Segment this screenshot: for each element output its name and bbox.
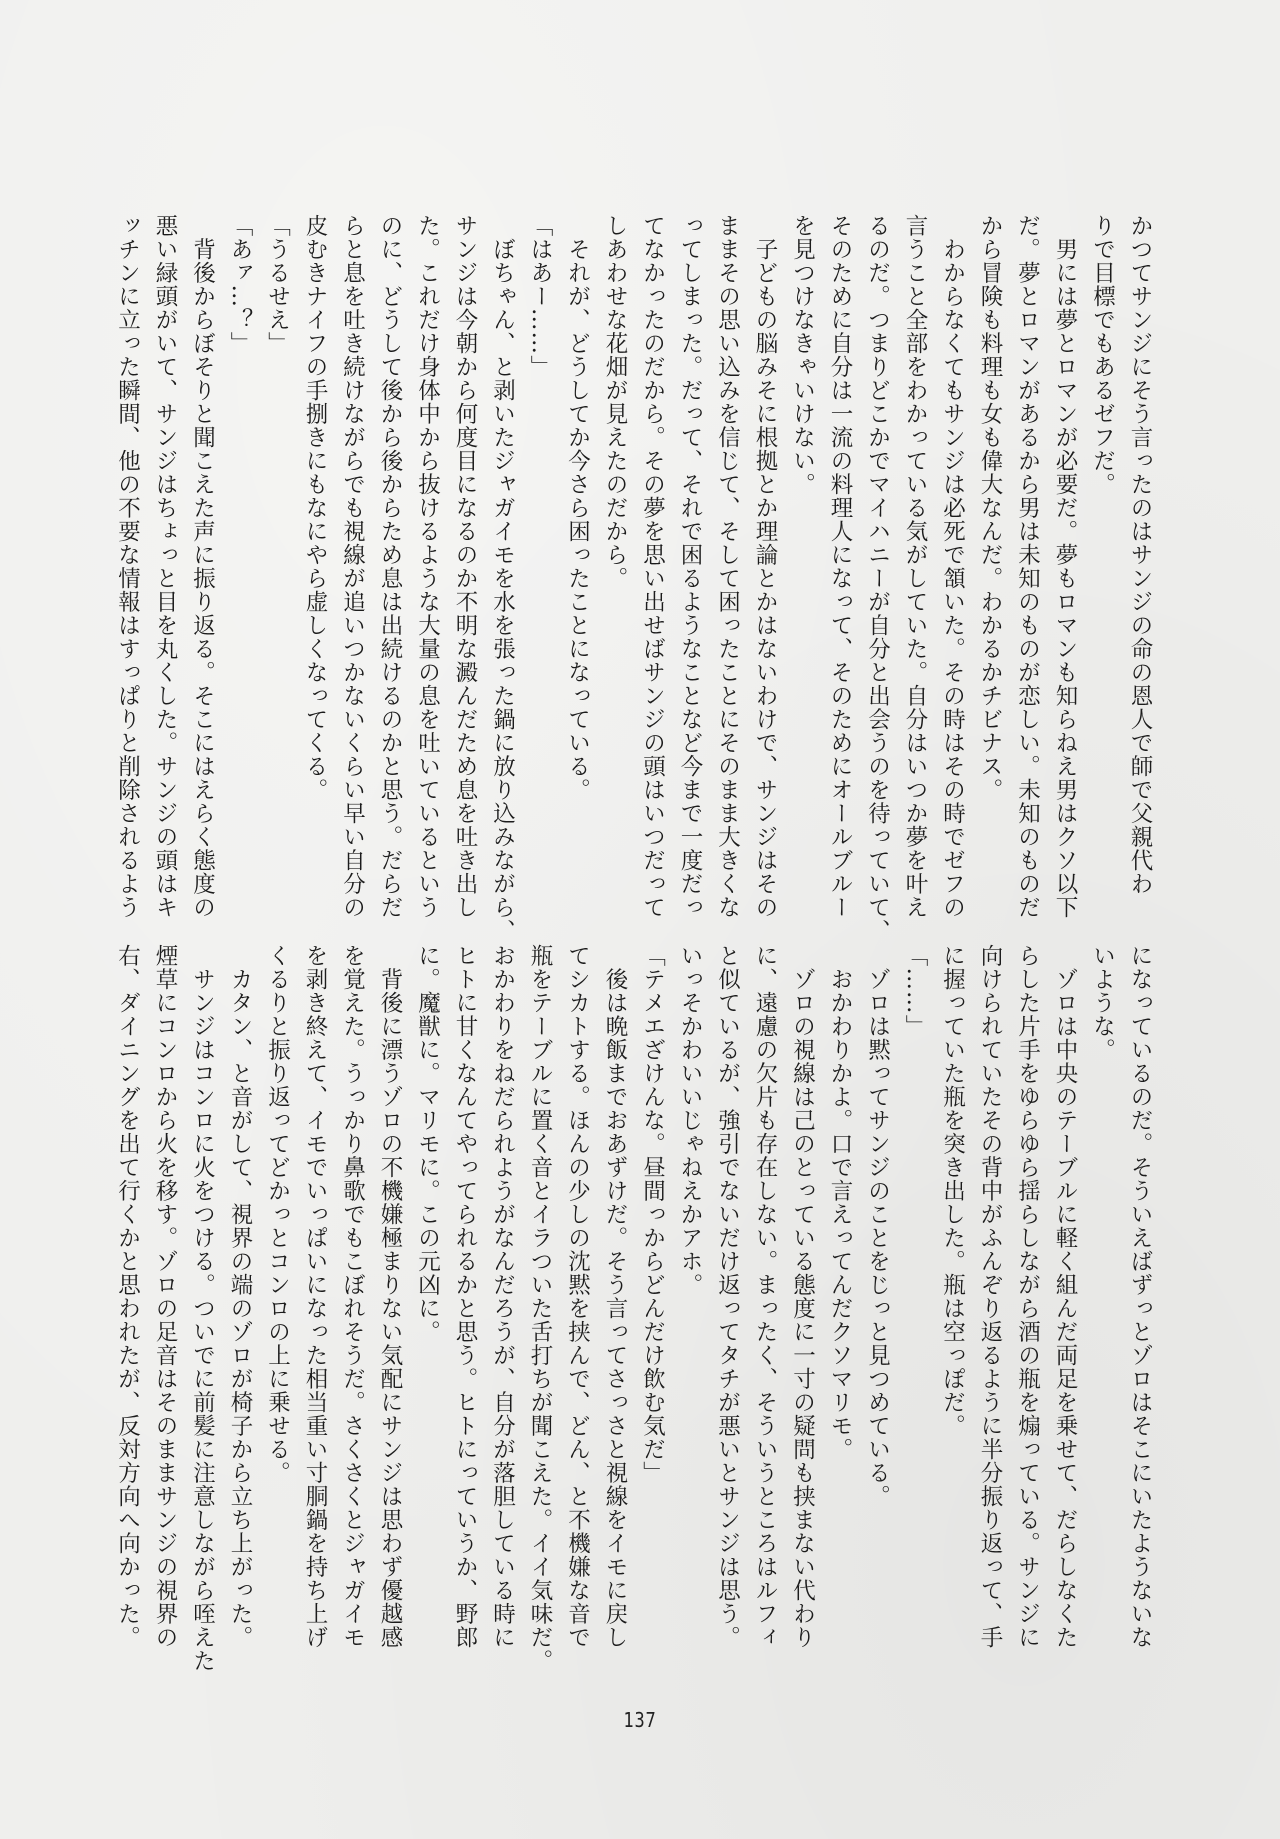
text-line: のに、どうして後から後からため息は出続けるのかと思う。だらだ <box>377 214 403 919</box>
page-number: 137 <box>623 1708 657 1732</box>
text-line: りで目標でもあるゼフだ。 <box>1089 214 1116 496</box>
text-line: 右、ダイニングを出て行くかと思われたが、反対方向へ向かった。 <box>114 944 141 1649</box>
text-line: だ。夢とロマンがあるから男は未知のものが恋しい。未知のものだ <box>1014 214 1041 919</box>
text-line: カタン、と音がして、視界の端のゾロが椅子から立ち上がった。 <box>227 944 253 1649</box>
text-line: 「はあー……」 <box>527 214 553 379</box>
text-line: らと息を吐き続けながらでも視線が追いつかないくらい早い自分の <box>339 214 366 919</box>
text-line: 「……」 <box>902 944 928 1038</box>
bottom-text-block <box>114 944 1158 1673</box>
text-line: になっているのだ。そういえばずっとゾロはそこにいたようないな <box>1127 944 1153 1649</box>
text-line: に。魔獣に。マリモに。この元凶に。 <box>414 944 441 1344</box>
text-line: 言うこと全部をわかっている気がしていた。自分はいつか夢を叶え <box>902 214 928 919</box>
top-text-block <box>114 214 1158 943</box>
text-line: 向けられていたその背中がふんぞり返るように半分振り返って、手 <box>977 944 1003 1649</box>
text-line: わからなくてもサンジは必死で頷いた。その時はその時でゼフの <box>939 214 966 919</box>
text-line: 「テメエざけんな。昼間っからどんだけ飲む気だ」 <box>639 944 666 1485</box>
text-line: 悪い緑頭がいて、サンジはちょっと目を丸くした。サンジの頭はキ <box>152 214 178 919</box>
text-line: サンジはコンロに火をつける。ついでに前髪に注意しながら咥えた <box>189 944 216 1673</box>
text-line: ぼちゃん、と剥いたジャガイモを水を張った鍋に放り込みながら、 <box>489 214 516 943</box>
text-line: 煙草にコンロから火を移す。ゾロの足音はそのままサンジの視界の <box>152 944 178 1649</box>
text-line: 瓶をテーブルに置く音とイラついた舌打ちが聞こえた。イイ気味だ。 <box>527 944 553 1673</box>
text-line: てなかったのだから。その夢を思い出せばサンジの頭はいつだって <box>639 214 666 919</box>
text-line: いっそかわいいじゃねえかアホ。 <box>677 944 703 1297</box>
text-line: 男には夢とロマンが必要だ。夢もロマンも知らねえ男はクソ以下 <box>1052 214 1078 919</box>
text-line: くるりと振り返ってどかっとコンロの上に乗せる。 <box>264 944 291 1485</box>
text-line: 背後に漂うゾロの不機嫌極まりない気配にサンジは思わず優越感 <box>377 944 403 1649</box>
text-line: おかわりかよ。口で言えってんだクソマリモ。 <box>827 944 853 1461</box>
text-line: かつてサンジにそう言ったのはサンジの命の恩人で師で父親代わ <box>1127 214 1153 896</box>
text-line: サンジは今朝から何度目になるのか不明な澱んだため息を吐き出し <box>452 214 478 919</box>
text-line: ヒトに甘くなんてやってられるかと思う。ヒトにっていうか、野郎 <box>452 944 478 1649</box>
text-line: 後は晩飯までおあずけだ。そう言ってさっさと視線をイモに戻し <box>602 944 628 1649</box>
text-line: ってしまった。だって、それで困るようなことなど今まで一度だっ <box>677 214 703 919</box>
text-line: いような。 <box>1089 944 1116 1062</box>
text-line: ゾロの視線は己のとっている態度に一寸の疑問も挟まない代わり <box>789 944 816 1649</box>
text-line: 「うるせえ」 <box>264 214 291 355</box>
text-line: そのために自分は一流の料理人になって、そのためにオールブルー <box>827 214 853 919</box>
text-line: ゾロは黙ってサンジのことをじっと見つめている。 <box>864 944 891 1508</box>
text-line: ゾロは中央のテーブルに軽く組んだ両足を乗せて、だらしなくた <box>1052 944 1078 1649</box>
text-line: るのだ。つまりどこかでマイハニーが自分と出会うのを待っていて、 <box>864 214 891 943</box>
text-line: た。これだけ身体中から抜けるような大量の息を吐いているという <box>414 214 441 919</box>
text-line: と似ているが、強引でないだけ返ってタチが悪いとサンジは思う。 <box>714 944 741 1649</box>
text-line: 子どもの脳みそに根拠とか理論とかはないわけで、サンジはその <box>752 214 778 919</box>
text-line: から冒険も料理も女も偉大なんだ。わかるかチビナス。 <box>977 214 1003 802</box>
text-line: ッチンに立った瞬間、他の不要な情報はすっぱりと削除されるよう <box>114 214 141 919</box>
text-line: てシカトする。ほんの少しの沈黙を挟んで、どん、と不機嫌な音で <box>564 944 591 1649</box>
text-line: を覚えた。うっかり鼻歌でもこぼれそうだ。さくさくとジャガイモ <box>339 944 366 1649</box>
text-line: おかわりをねだられようがなんだろうが、自分が落胆している時に <box>489 944 516 1649</box>
text-line: らした片手をゆらゆら揺らしながら酒の瓶を煽っている。サンジに <box>1014 944 1041 1649</box>
text-line: しあわせな花畑が見えたのだから。 <box>602 214 628 590</box>
text-line: を見つけなきゃいけない。 <box>789 214 816 496</box>
text-line: に、遠慮の欠片も存在しない。まったく、そういうところはルフィ <box>752 944 778 1649</box>
text-line: 皮むきナイフの手捌きにもなにやら虚しくなってくる。 <box>302 214 328 802</box>
text-line: を剥き終えて、イモでいっぱいになった相当重い寸胴鍋を持ち上げ <box>302 944 328 1649</box>
text-line: に握っていた瓶を突き出した。瓶は空っぽだ。 <box>939 944 966 1438</box>
text-line: ままその思い込みを信じて、そして困ったことにそのまま大きくな <box>714 214 741 919</box>
text-line: それが、どうしてか今さら困ったことになっている。 <box>564 214 591 802</box>
text-line: 「あァ…？」 <box>227 214 253 355</box>
text-line: 背後からぼそりと聞こえた声に振り返る。そこにはえらく態度の <box>189 214 216 919</box>
